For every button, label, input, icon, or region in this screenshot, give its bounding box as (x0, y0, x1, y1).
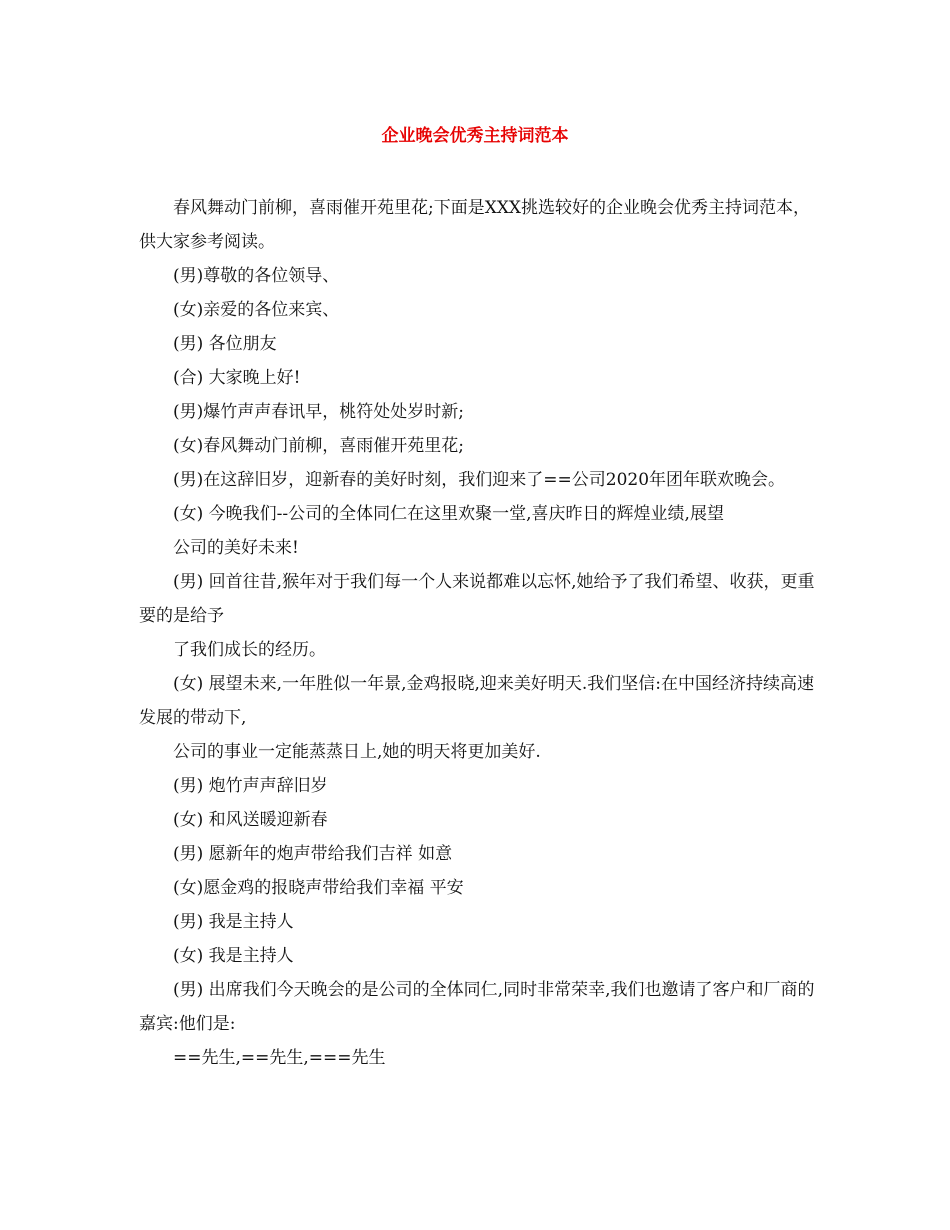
dialogue-line: (女) 今晚我们--公司的全体同仁在这里欢聚一堂,喜庆昨日的辉煌业绩,展望 (173, 504, 724, 524)
dialogue-line: (男)尊敬的各位领导、 (173, 266, 340, 286)
dialogue-line: (女)春风舞动门前柳，喜雨催开苑里花; (173, 436, 464, 456)
dialogue-line: 公司的事业一定能蒸蒸日上,她的明天将更加美好. (173, 742, 541, 762)
document-title: 企业晚会优秀主持词范本 (381, 126, 569, 146)
dialogue-line: (女) 和风送暖迎新春 (173, 810, 328, 830)
dialogue-line: (男) 各位朋友 (173, 334, 277, 354)
dialogue-line: (女) 我是主持人 (173, 946, 294, 966)
dialogue-line: (女)亲爱的各位来宾、 (173, 300, 340, 320)
intro-paragraph: 春风舞动门前柳，喜雨催开苑里花;下面是XXX挑选较好的企业晚会优秀主持词范本，供大家参考阅读。 (139, 198, 811, 252)
document-body (139, 191, 815, 1075)
dialogue-line: (女)愿金鸡的报晓声带给我们幸福 平安 (173, 878, 464, 898)
dialogue-line: (男)爆竹声声春讯早，桃符处处岁时新; (173, 402, 464, 422)
dialogue-paragraph: (男)在这辞旧岁，迎新春的美好时刻，我们迎来了==公司2020年团年联欢晚会。 (173, 470, 786, 490)
dialogue-line: (男) 我是主持人 (173, 912, 294, 932)
dialogue-line: (男) 炮竹声声辞旧岁 (173, 776, 328, 796)
dialogue-line: (男) 愿新年的炮声带给我们吉祥 如意 (173, 844, 453, 864)
dialogue-line: 公司的美好未来! (173, 538, 299, 558)
dialogue-line: 了我们成长的经历。 (173, 640, 326, 660)
dialogue-line: (合) 大家晚上好! (173, 368, 301, 388)
dialogue-paragraph: (男) 出席我们今天晚会的是公司的全体同仁,同时非常荣幸,我们也邀请了客户和厂商的嘉宾:他们是: (139, 980, 815, 1034)
guest-list-line: ==先生,==先生,===先生 (173, 1048, 386, 1068)
dialogue-paragraph: (女) 展望未来,一年胜似一年景,金鸡报晓,迎来美好明天.我们坚信:在中国经济持续高速发展的带动下, (139, 674, 815, 728)
dialogue-paragraph: (男) 回首往昔,猴年对于我们每一个人来说都难以忘怀,她给予了我们希望、收获，更重要的是给予 (139, 572, 815, 626)
